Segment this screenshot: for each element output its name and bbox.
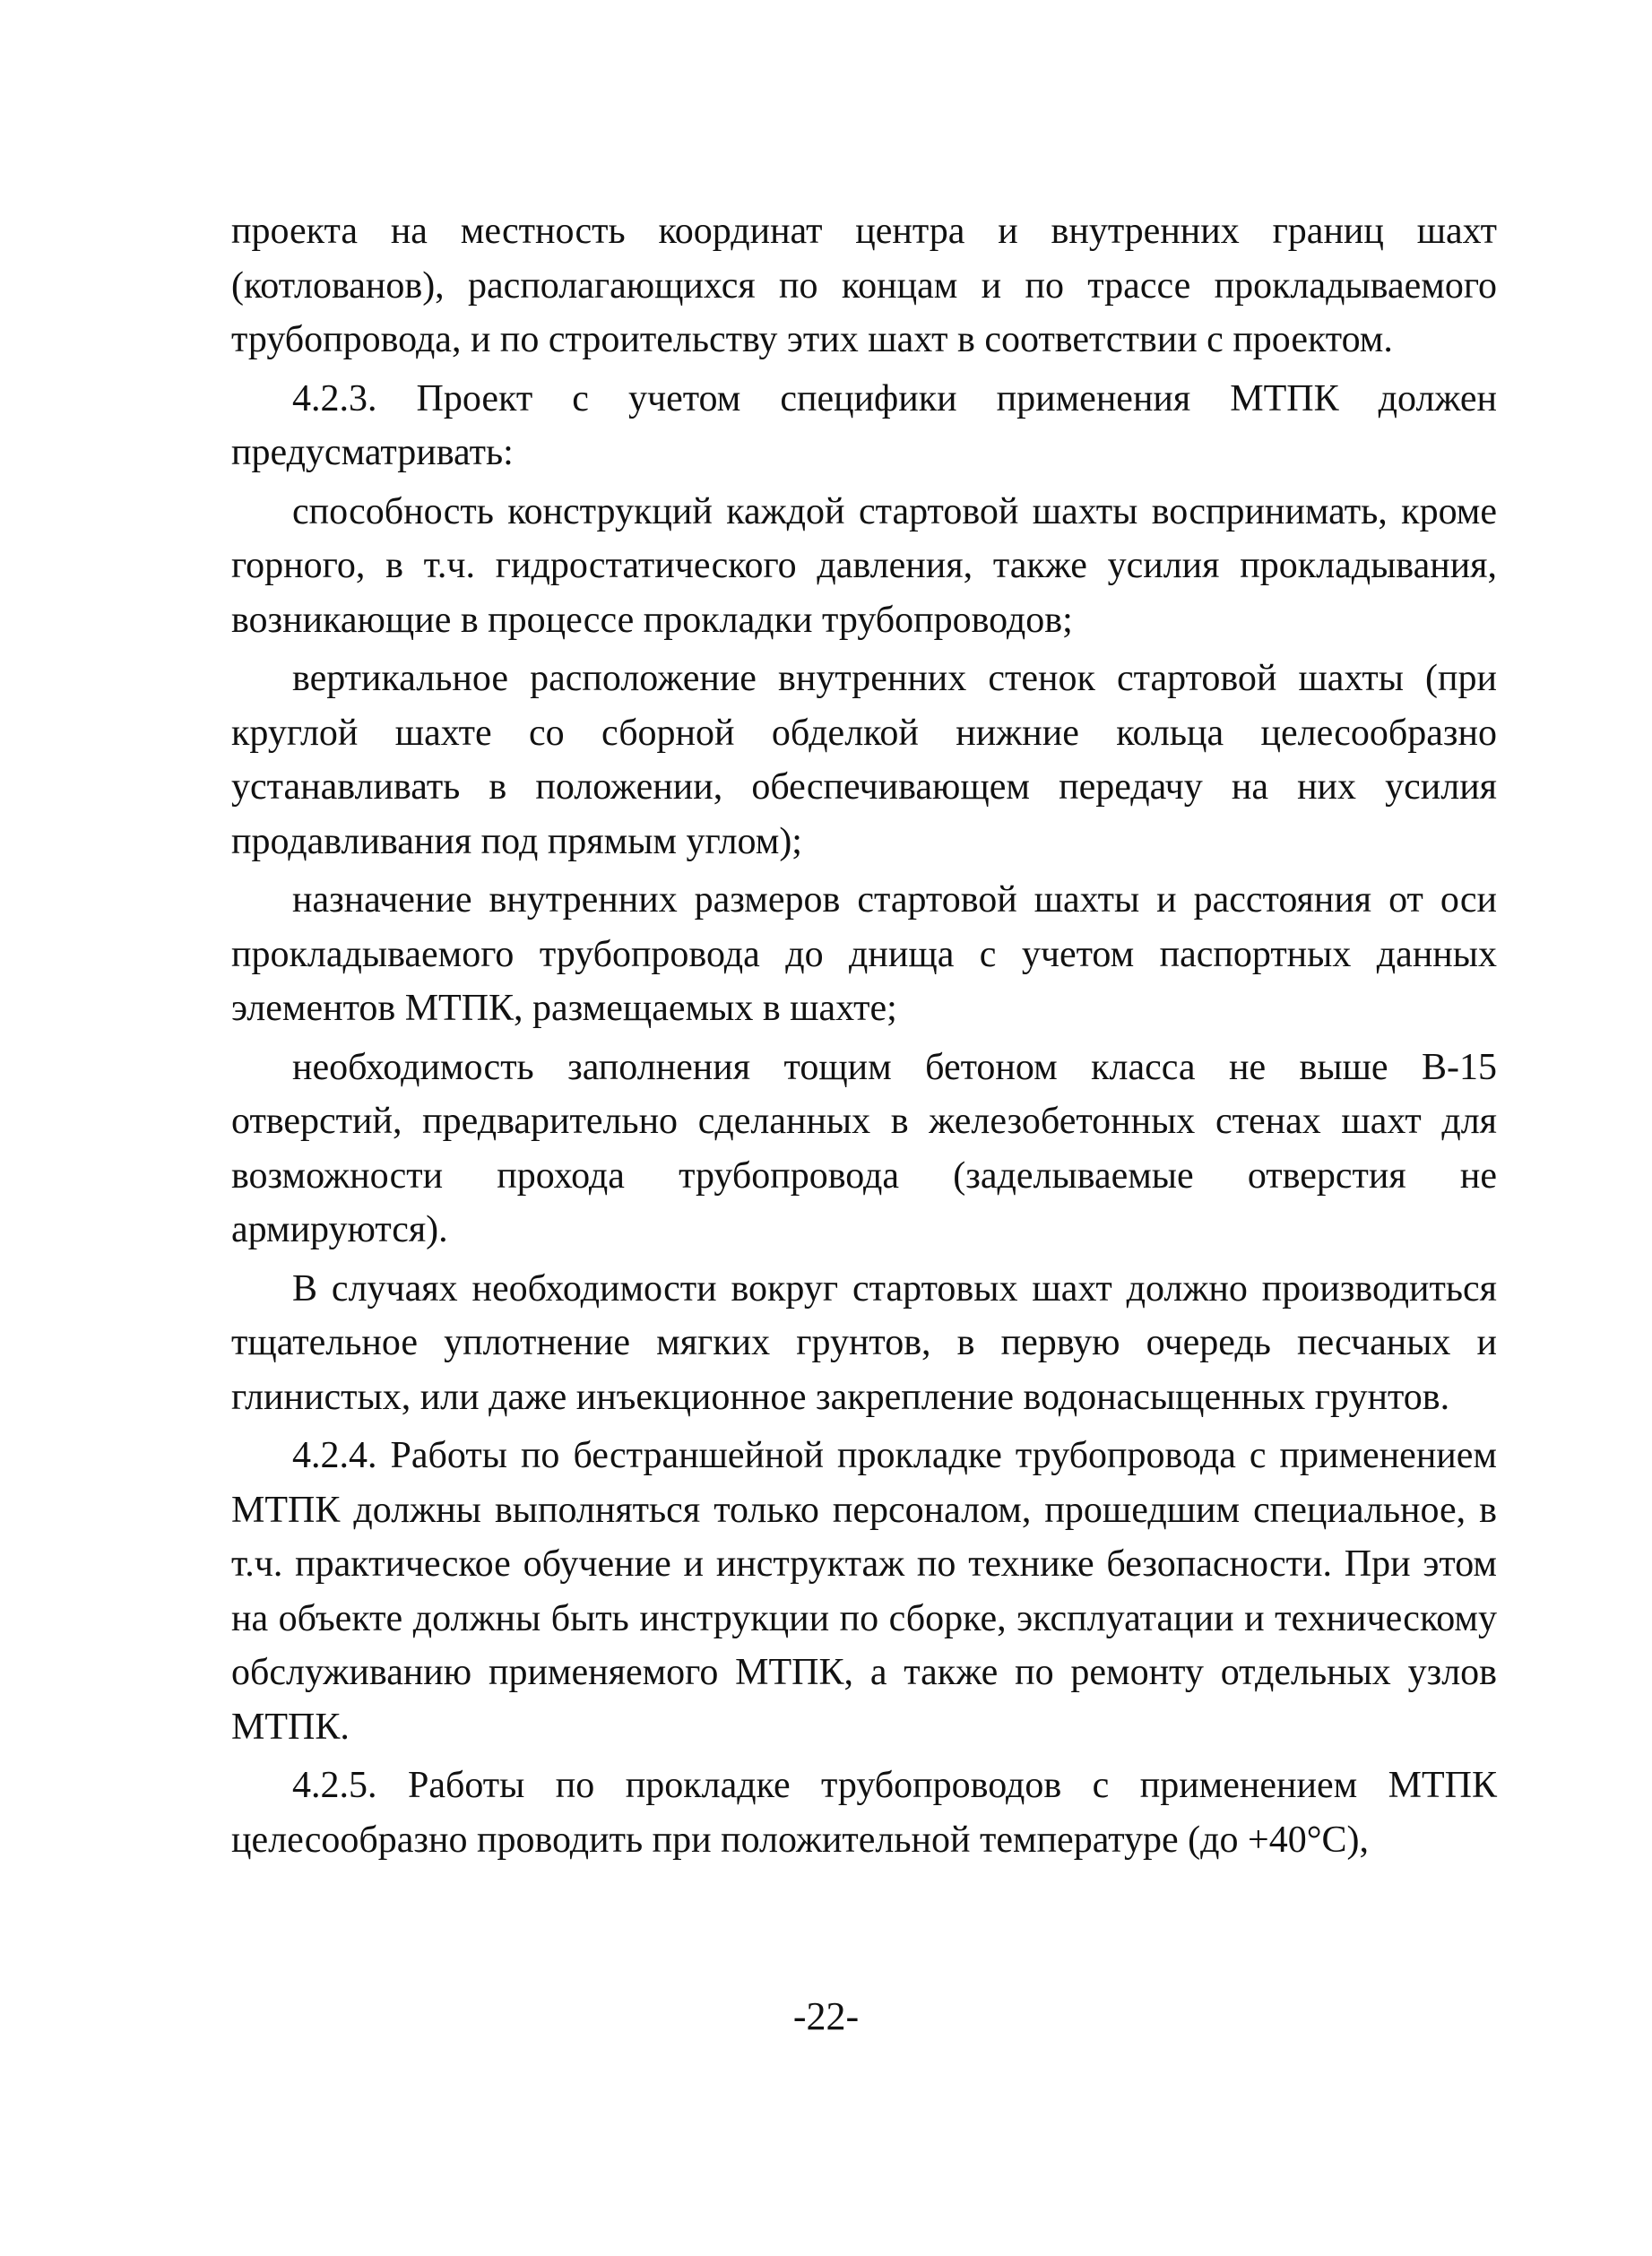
paragraph-soil-compaction: В случаях необходимости вокруг стартовых шахт должно производиться тщательное уплотнение мягких грунтов, в первую очередь песчаных и глинистых, или даже инъекционное закрепление водонасыщенных грунтов. [231, 1267, 1497, 1418]
paragraph-list-item-2: вертикальное расположение внутренних стенок стартовой шахты (при круглой шахте со сборной обделкой нижние кольца целесообразно устанавливать в положении, обеспечивающем передачу на них усилия продавливания под прямым углом); [231, 658, 1497, 862]
paragraph-section-4-2-5: 4.2.5. Работы по прокладке трубопроводов с применением МТПК целесообразно проводить при положительной температуре (до +40°С), [231, 1765, 1497, 1861]
paragraph-list-item-3: назначение внутренних размеров стартовой шахты и расстояния от оси прокладываемого трубопровода до днища с учетом паспортных данных элементов МТПК, размещаемых в шахте; [231, 879, 1497, 1029]
paragraph-continuation: проекта на местность координат центра и внутренних границ шахт (котлованов), располагающихся по концам и по трассе прокладываемого трубопровода, и по строительству этих шахт в соответствии с проектом. [231, 211, 1497, 360]
body-text [231, 204, 1497, 1871]
paragraph-list-item-1: способность конструкций каждой стартовой шахты воспринимать, кроме горного, в т.ч. гидростатического давления, также усилия прокладывания, возникающие в процессе прокладки трубопроводов; [231, 490, 1497, 641]
paragraph-section-4-2-4: 4.2.4. Работы по бестраншейной прокладке трубопровода с применением МТПК должны выполняться только персоналом, прошедшим специальное, в т.ч. практическое обучение и инструктаж по технике безопасности. При этом на объекте должны быть инструкции по сборке, эксплуатации и техническому обслуживанию применяемого МТПК, а также по ремонту отдельных узлов МТПК. [231, 1435, 1497, 1748]
paragraph-section-4-2-3: 4.2.3. Проект с учетом специфики применения МТПК должен предусматривать: [231, 377, 1497, 473]
paragraph-list-item-4: необходимость заполнения тощим бетоном класса не выше В-15 отверстий, предварительно сделанных в железобетонных стенах шахт для возможности прохода трубопровода (заделываемые отверстия не армируются). [231, 1046, 1497, 1250]
page-number: -22- [792, 1994, 860, 2038]
